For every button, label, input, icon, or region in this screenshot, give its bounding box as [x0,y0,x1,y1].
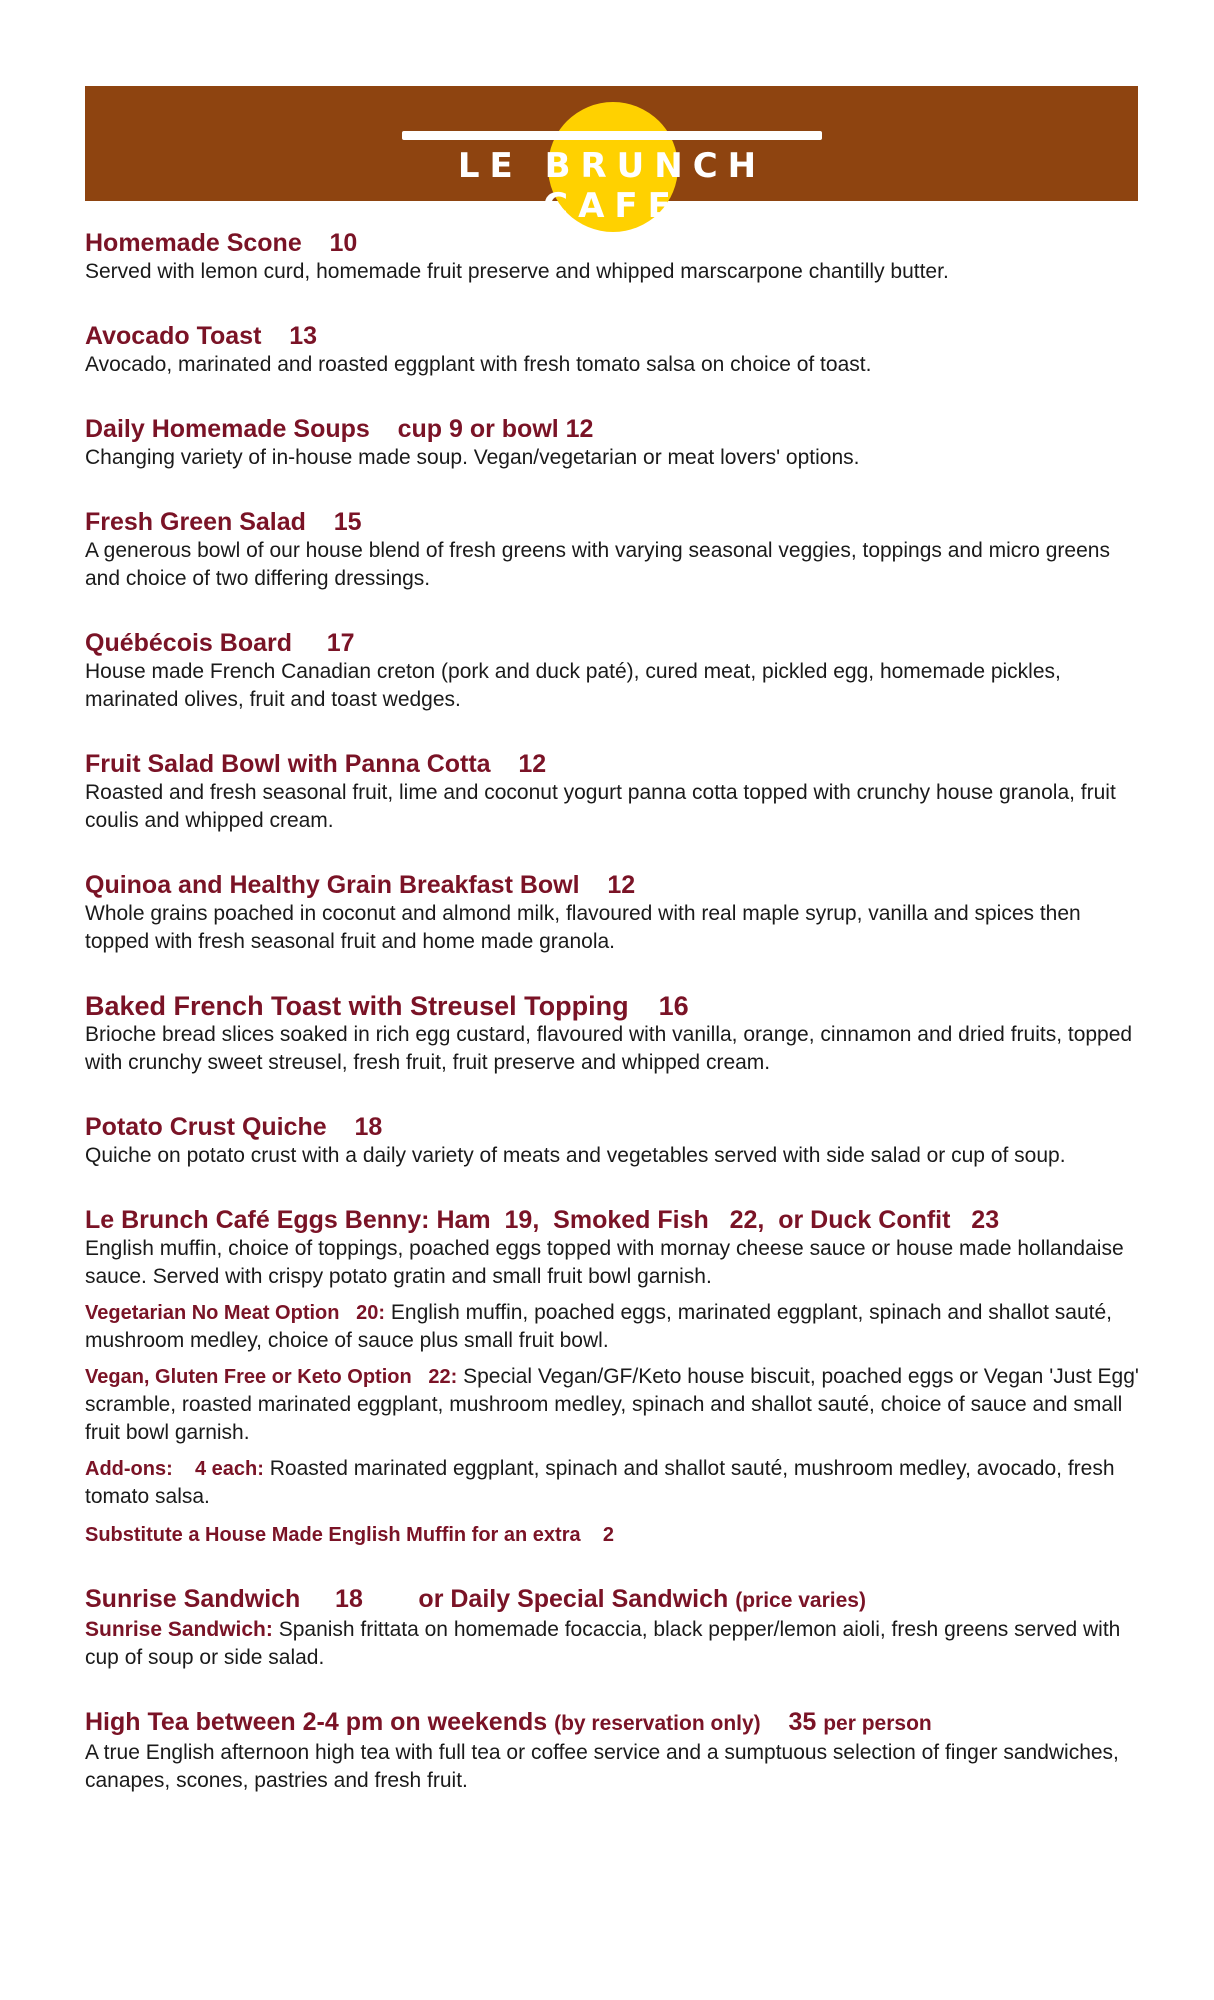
vegan-option [85,1363,1145,1447]
item-title: Homemade Scone 10 [85,229,358,257]
item-title: Potato Crust Quiche 18 [85,1113,383,1141]
item-description: A generous bowl of our house blend of fresh greens with varying seasonal veggies, toppings and micro greens and choice of two differing dressings. [85,539,1110,590]
menu-item [85,870,1145,956]
item-description: House made French Canadian creton (pork and duck paté), cured meat, pickled egg, homemade pickles, marinated olives, fruit and toast wedges. [85,660,1061,711]
logo-bar [402,131,822,140]
item-title: Québécois Board 17 [85,629,355,657]
vegetarian-option [85,1299,1145,1355]
item-title: Fresh Green Salad 15 [85,508,362,536]
price-note: (price varies) [735,1589,866,1612]
item-description: Served with lemon curd, homemade fruit preserve and whipped marscarpone chantilly butter. [85,260,949,283]
item-title: Daily Homemade Soups cup 9 or bowl 12 [85,415,594,443]
menu-item [85,749,1145,835]
option-label: Sunrise Sandwich: [85,1618,273,1641]
menu-item [85,228,1145,286]
option-label: Add-ons: 4 each: [85,1458,264,1480]
menu-list [85,228,1145,1830]
menu-item [85,628,1145,714]
item-title: Quinoa and Healthy Grain Breakfast Bowl 12 [85,871,636,899]
item-description: Brioche bread slices soaked in rich egg custard, flavoured with vanilla, orange, cinnamon and dried fruits, topped with crunchy sweet streusel, fresh fruit, fruit preserve and whipped cream. [85,1023,1133,1074]
item-title: Le Brunch Café Eggs Benny: Ham 19, Smoked Fish 22, or Duck Confit 23 [85,1206,1000,1234]
option-description: Roasted marinated eggplant, spinach and shallot sauté, mushroom medley, avocado, fresh tomato salsa. [85,1457,1115,1508]
item-description: Changing variety of in-house made soup. Vegan/vegetarian or meat lovers' options. [85,446,860,469]
menu-item [85,1112,1145,1170]
item-title: Baked French Toast with Streusel Topping 16 [85,991,689,1021]
item-description: A true English afternoon high tea with full tea or coffee service and a sumptuous selection of finger sandwiches, canapes, scones, pastries and fresh fruit. [85,1741,1119,1792]
item-title: Fruit Salad Bowl with Panna Cotta 12 [85,750,547,778]
option-description: English muffin, poached eggs, marinated eggplant, spinach and shallot sauté, mushroom medley, choice of sauce plus small fruit bowl. [85,1301,1112,1352]
option-description: Spanish frittata on homemade focaccia, black pepper/lemon aioli, fresh greens served with cup of soup or side salad. [85,1618,1121,1669]
option-label: Vegan, Gluten Free or Keto Option 22: [85,1366,458,1388]
title-text: High Tea between 2-4 pm on weekends [85,1708,555,1736]
addons-option [85,1455,1145,1511]
option-description: Special Vegan/GF/Keto house biscuit, poached eggs or Vegan 'Just Egg' scramble, roasted marinated eggplant, mushroom medley, spinach and shallot sauté, choice of sauce and small fruit bowl garnish. [85,1365,1139,1444]
menu-item [85,991,1145,1077]
item-description: Whole grains poached in coconut and almond milk, flavoured with real maple syrup, vanilla and spices then topped with fresh seasonal fruit and home made granola. [85,902,1081,953]
substitute-note: Substitute a House Made English Muffin for an extra 2 [85,1524,614,1546]
price-note: per person [823,1712,932,1735]
menu-item [85,321,1145,379]
menu-item [85,507,1145,593]
reservation-note: (by reservation only) [554,1712,761,1735]
item-title [85,1707,1145,1739]
menu-item-eggs-benny [85,1205,1145,1549]
menu-item-sunrise-sandwich [85,1584,1145,1672]
item-description: Quiche on potato crust with a daily variety of meats and vegetables served with side salad or cup of soup. [85,1144,1066,1167]
item-description: Roasted and fresh seasonal fruit, lime and coconut yogurt panna cotta topped with crunchy house granola, fruit coulis and whipped cream. [85,781,1116,832]
price: 35 [760,1708,824,1736]
item-description [85,1616,1145,1672]
cafe-logo-text: LE BRUNCH CAFE [457,146,767,226]
item-title: Avocado Toast 13 [85,322,318,350]
title-text: Sunrise Sandwich 18 or Daily Special Sandwich [85,1585,736,1613]
header-banner [85,86,1138,226]
option-label: Vegetarian No Meat Option 20: [85,1302,386,1324]
menu-item-high-tea [85,1707,1145,1795]
item-description: Avocado, marinated and roasted eggplant with fresh tomato salsa on choice of toast. [85,353,872,376]
item-title [85,1584,1145,1616]
menu-item [85,414,1145,472]
item-description: English muffin, choice of toppings, poached eggs topped with mornay cheese sauce or house made hollandaise sauce. Served with crispy potato gratin and small fruit bowl garnish. [85,1237,1124,1288]
